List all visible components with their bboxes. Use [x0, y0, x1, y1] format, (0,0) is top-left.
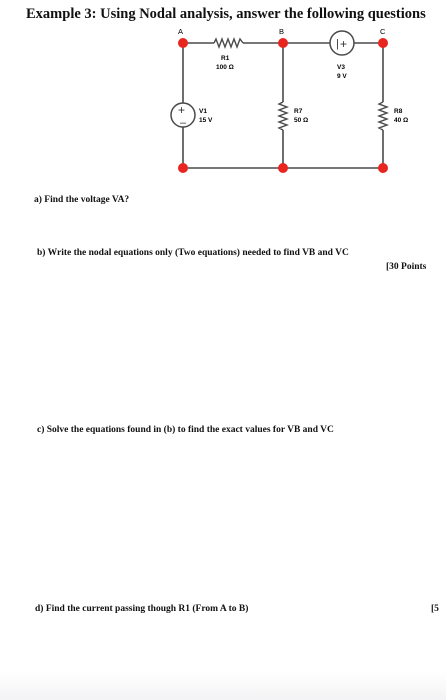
node-b-label: B [279, 27, 285, 36]
node-a-label: A [178, 27, 184, 36]
svg-text:+: + [340, 37, 348, 51]
node-bottom-left-dot [178, 163, 188, 173]
node-c-label: C [380, 27, 386, 36]
question-b-points: [30 Points [386, 262, 427, 272]
question-d: d) Find the current passing though R1 (From A to B) [35, 604, 249, 614]
page-bottom-edge [0, 672, 446, 700]
r7-resistor-symbol [279, 102, 287, 130]
r8-name-label: R8 [394, 108, 403, 115]
svg-text:|: | [336, 38, 339, 50]
example-title: Example 3: Using Nodal analysis, answer the following questions [26, 6, 426, 22]
v3-value-label: 9 V [337, 73, 347, 80]
question-b: b) Write the nodal equations only (Two equations) needed to find VB and VC [37, 248, 349, 258]
question-d-points: [5 [431, 604, 439, 614]
v1-name-label: V1 [199, 108, 207, 115]
node-a-dot [178, 38, 188, 48]
r7-value-label: 50 Ω [294, 117, 309, 124]
v3-name-label: V3 [337, 64, 345, 71]
svg-text:–: – [180, 117, 187, 129]
r1-value-label: 100 Ω [216, 64, 234, 71]
node-c-dot [378, 38, 388, 48]
node-b-dot [278, 38, 288, 48]
question-a: a) Find the voltage VA? [34, 195, 130, 205]
v1-value-label: 15 V [199, 117, 213, 124]
node-bottom-right-dot [378, 163, 388, 173]
r1-name-label: R1 [221, 55, 230, 62]
circuit-diagram [0, 20, 446, 210]
svg-text:+: + [178, 103, 186, 117]
r1-resistor-symbol [214, 39, 243, 47]
r8-value-label: 40 Ω [394, 117, 409, 124]
r7-name-label: R7 [294, 108, 303, 115]
node-bottom-mid-dot [278, 163, 288, 173]
r8-resistor-symbol [379, 102, 387, 130]
question-c: c) Solve the equations found in (b) to find the exact values for VB and VC [37, 425, 334, 435]
